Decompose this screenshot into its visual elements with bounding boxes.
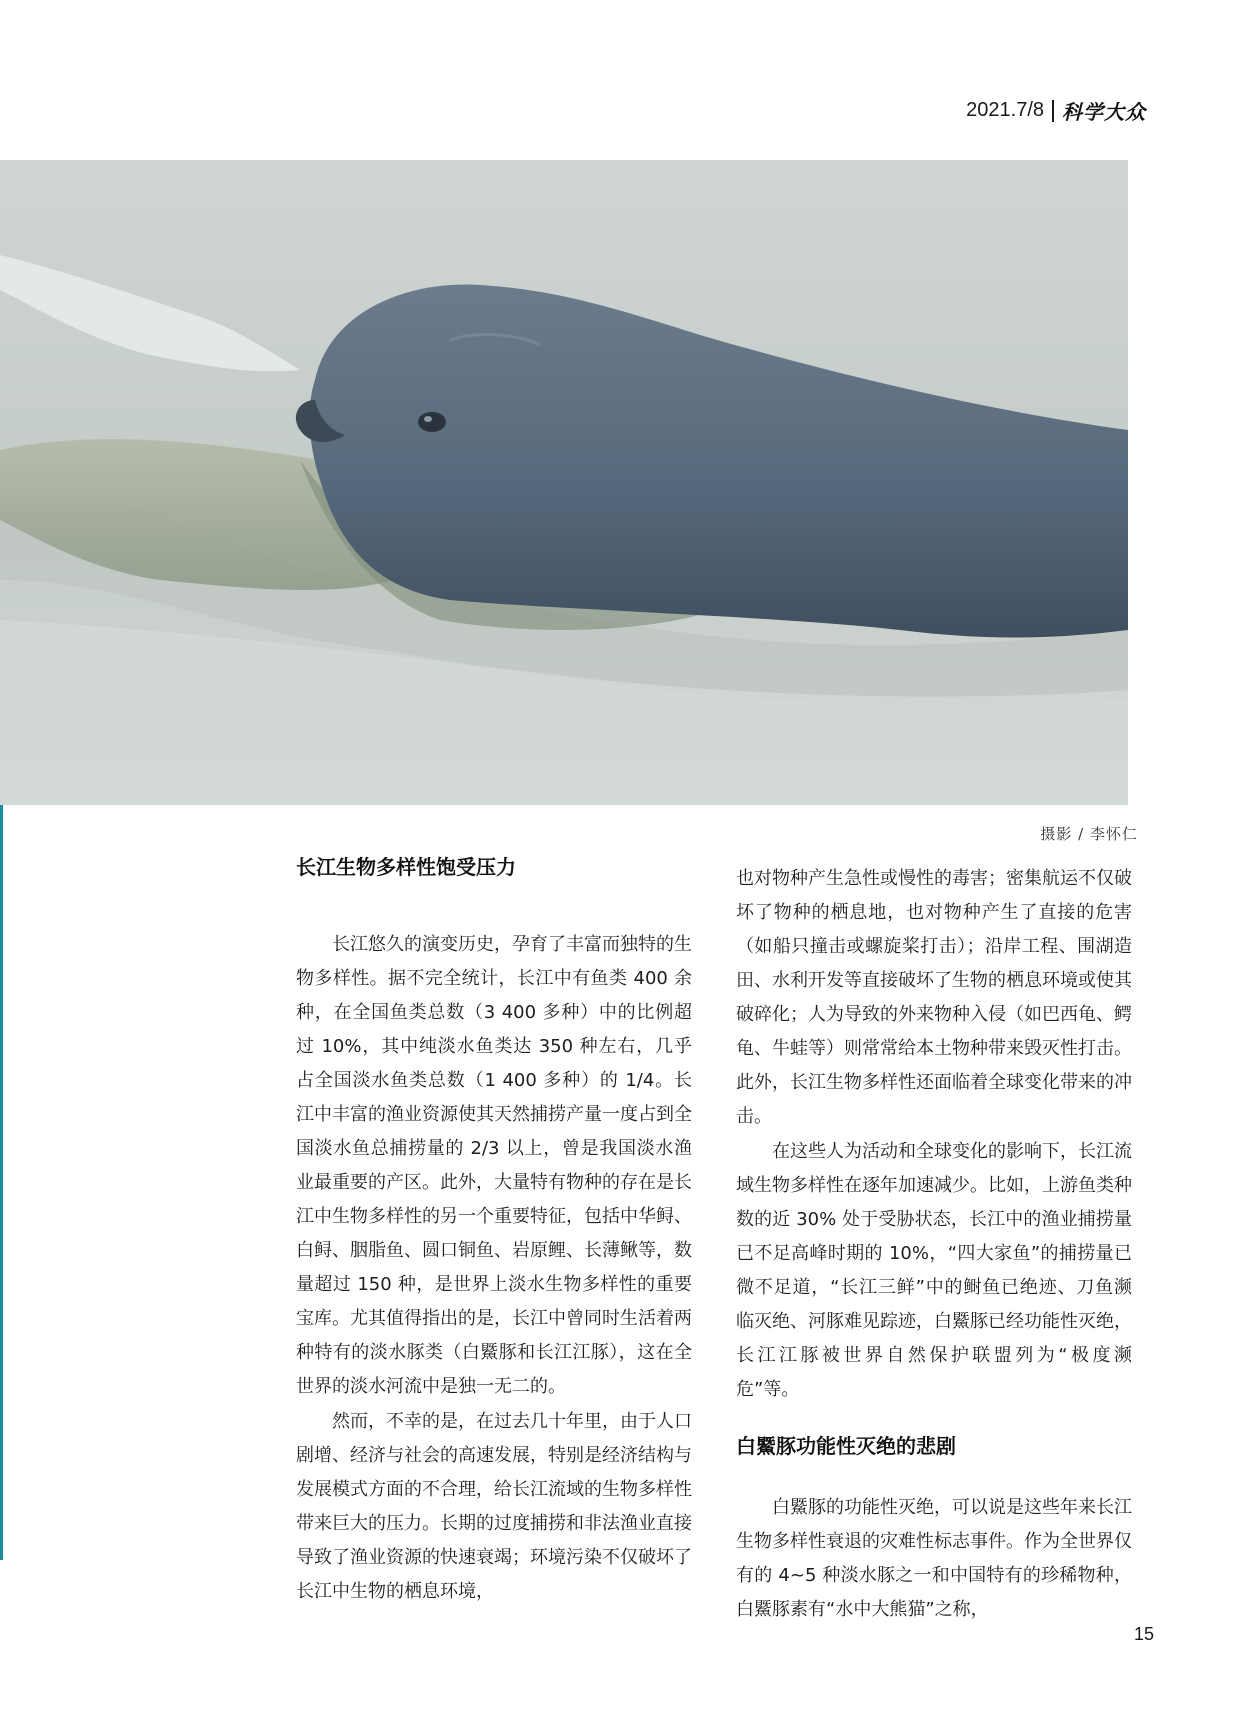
paragraph-continued: 也对物种产生急性或慢性的毒害；密集航运不仅破坏了物种的栖息地，也对物种产生了直接的危害（如船只撞击或螺旋桨打击）；沿岸工程、围湖造田、水利开发等直接破坏了生物的栖息环境或使其破碎化；人为导致的外来物种入侵（如巴西龟、鳄龟、牛蛙等）则常常给本土物种带来毁灭性打击。此外，长江生物多样性还面临着全球变化带来的冲击。 [736,868,1132,1127]
section-heading-pressure: 长江生物多样性饱受压力 [296,855,516,879]
page-header [966,96,1146,125]
paragraph: 白鱀豚的功能性灭绝，可以说是这些年来长江生物多样性衰退的灾难性标志事件。作为全世界仅有的 4~5 种淡水豚之一和中国特有的珍稀物种，白鱀豚素有“水中大熊猫”之称， [736,1497,1132,1620]
issue-date: 2021.7/8 [966,99,1044,121]
column-right [736,862,1132,1627]
paragraph: 在这些人为活动和全球变化的影响下，长江流域生物多样性在逐年加速减少。比如，上游鱼类种数的近 30% 处于受胁状态，长江中的渔业捕捞量已不足高峰时期的 10%，“四大家鱼”的捕捞量已微不足道，“长江三鲜”中的鲥鱼已绝迹、刀鱼濒临灭绝、河豚难见踪迹，白鱀豚已经功能性灭绝，长江江豚被世界自然保护联盟列为“极度濒危”等。 [736,1141,1132,1400]
header-divider [1052,100,1054,122]
page-number: 15 [1133,1624,1154,1644]
magazine-logo: 科学大众 [1062,100,1146,124]
accent-bar [0,805,3,1560]
photo-credit: 摄影 / 李怀仁 [1040,825,1138,843]
porpoise-photo [0,160,1128,805]
section-heading-baiji: 白鱀豚功能性灭绝的悲剧 [736,1434,956,1458]
paragraph: 然而，不幸的是，在过去几十年里，由于人口剧增、经济与社会的高速发展，特别是经济结构与发展模式方面的不合理，给长江流域的生物多样性带来巨大的压力。长期的过度捕捞和非法渔业直接导致了渔业资源的快速衰竭；环境污染不仅破坏了长江中生物的栖息环境， [296,1411,692,1602]
paragraph: 长江悠久的演变历史，孕育了丰富而独特的生物多样性。据不完全统计，长江中有鱼类 400 余种，在全国鱼类总数（3 400 多种）中的比例超过 10%，其中纯淡水鱼类达 350 种左右，几乎占全国淡水鱼类总数（1 400 多种）的 1/4。长江中丰富的渔业资源使其天然捕捞产量一度占到全国淡水鱼总捕捞量的 2/3 以上，曾是我国淡水渔业最重要的产区。此外，大量特有物种的存在是长江中生物多样性的另一个重要特征，包括中华鲟、白鲟、胭脂鱼、圆口铜鱼、岩原鲤、长薄鳅等，数量超过 150 种，是世界上淡水生物多样性的重要宝库。尤其值得指出的是，长江中曾同时生活着两种特有的淡水豚类（白鱀豚和长江江豚），这在全世界的淡水河流中是独一无二的。 [296,934,692,1397]
column-left [296,855,692,1609]
